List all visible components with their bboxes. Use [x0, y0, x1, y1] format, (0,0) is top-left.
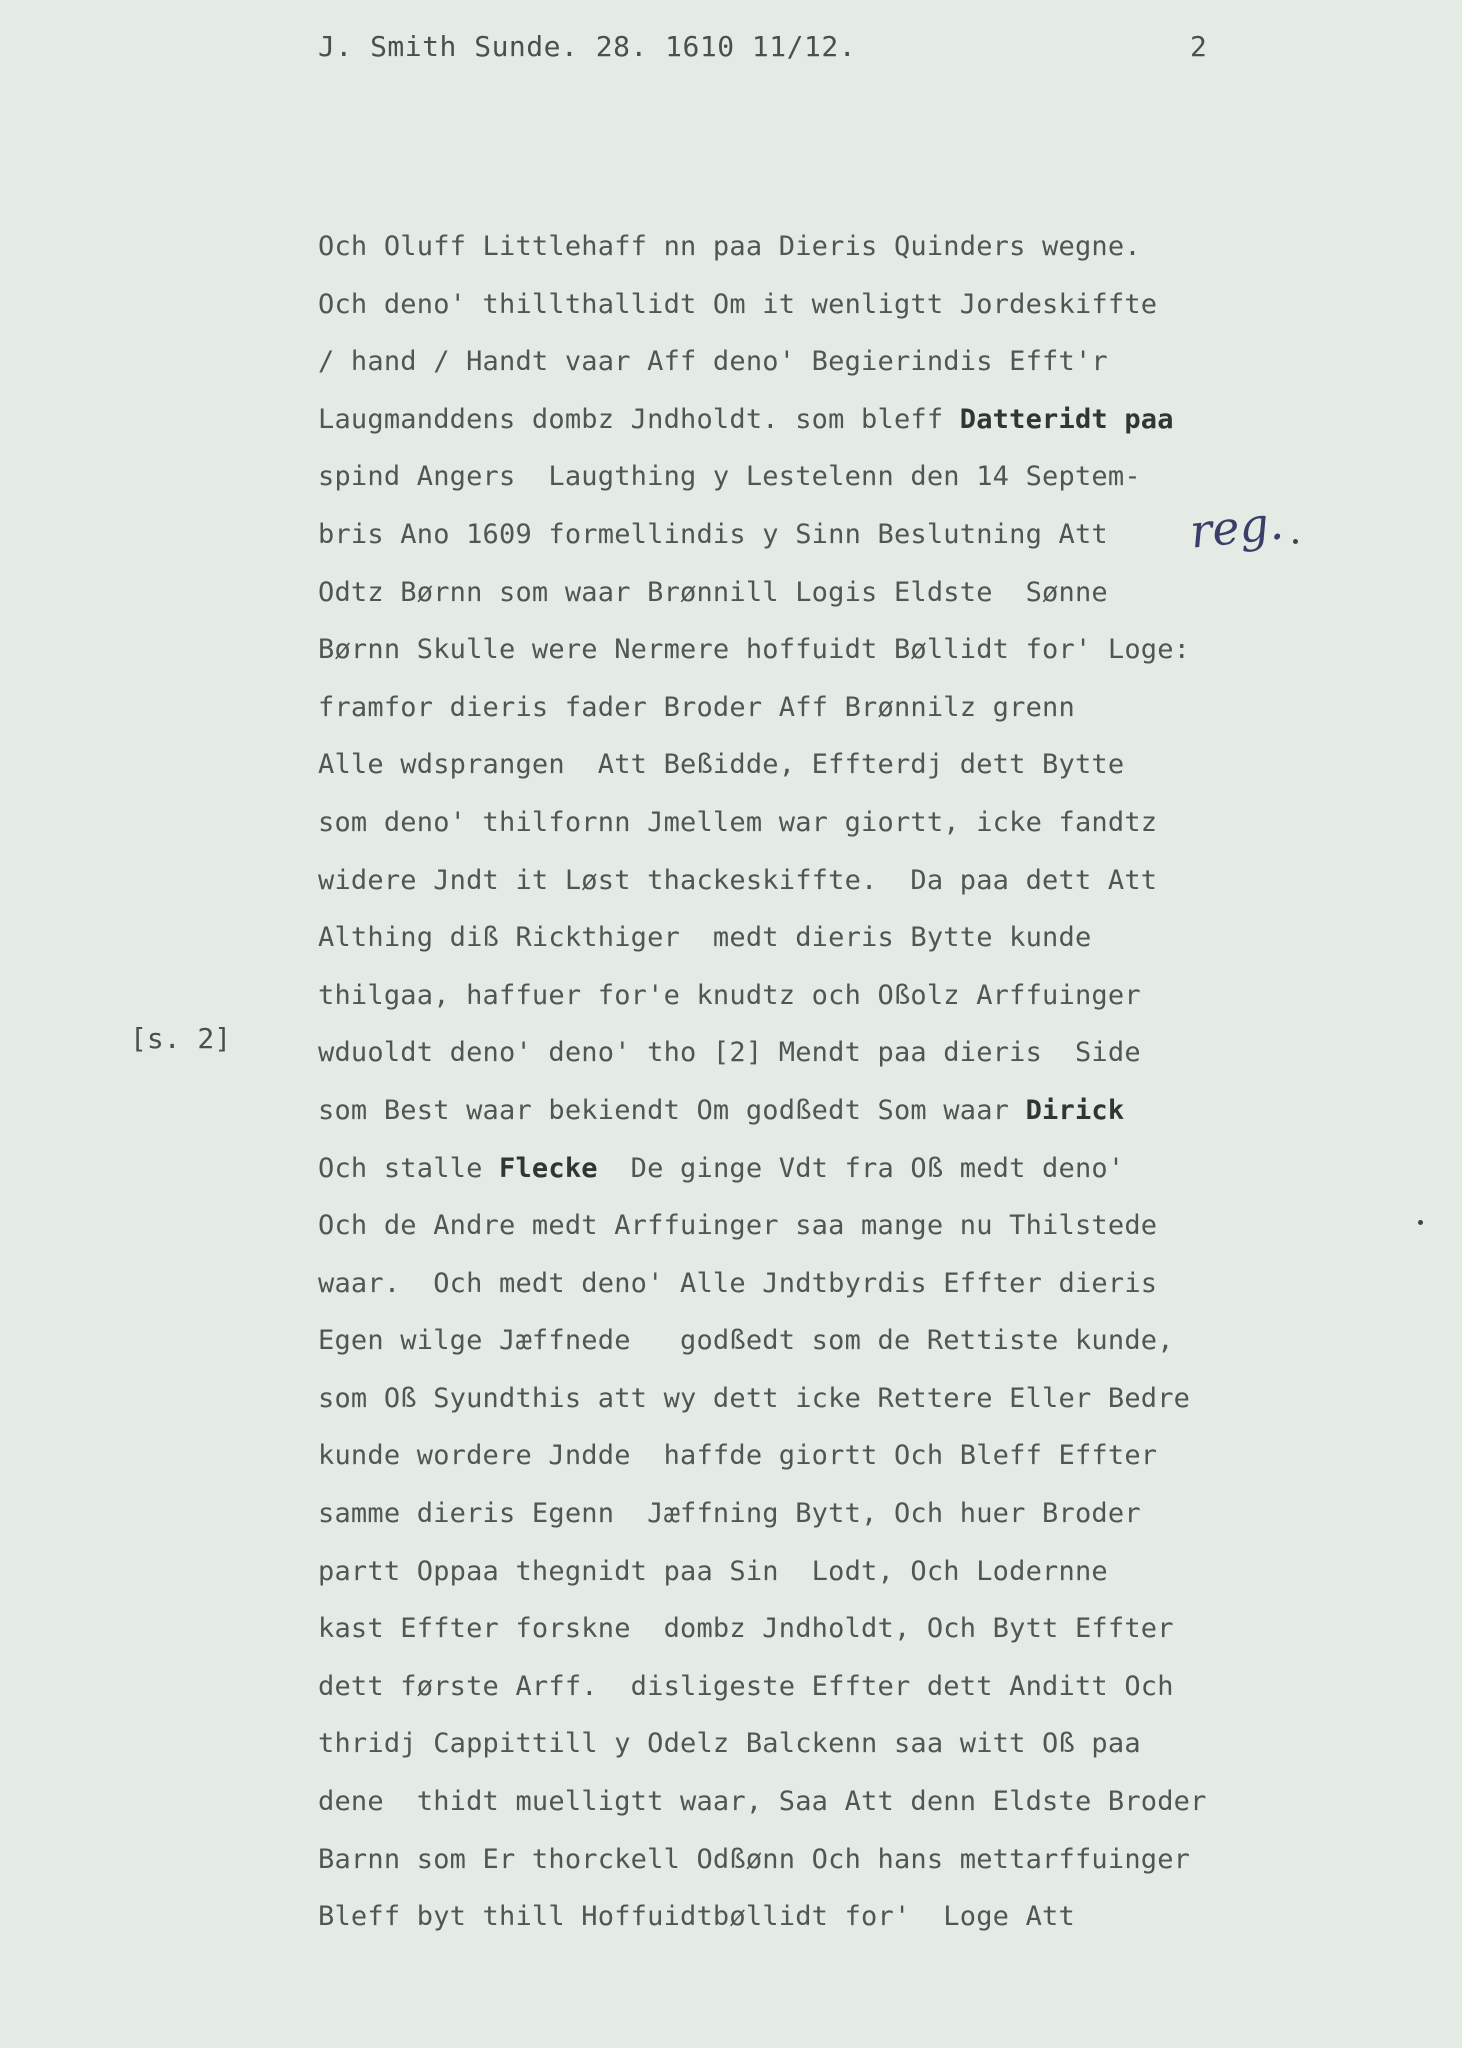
- text-line: [318, 1888, 1328, 1946]
- text-line: [318, 506, 1328, 564]
- text-segment: framfor dieris fader Broder Aff Brønnilz grenn: [318, 691, 1075, 723]
- text-segment: dene thidt muelligtt waar, Saa Att denn Eldste Broder: [318, 1786, 1207, 1818]
- text-segment: kast Effter forskne dombz Jndholdt, Och Bytt Effter: [318, 1613, 1174, 1645]
- text-line: [318, 333, 1328, 391]
- bold-text-segment: Dirick: [1025, 1094, 1125, 1126]
- text-line: [318, 1715, 1328, 1773]
- text-segment: Bleff byt thill Hoffuidtbøllidt for' Loge Att: [318, 1901, 1075, 1933]
- bold-text-segment: Datteridt paa: [959, 403, 1174, 435]
- text-line: [318, 621, 1328, 679]
- text-line: [318, 391, 1328, 449]
- text-segment: De ginge Vdt fra Oß medt deno': [597, 1152, 1125, 1184]
- text-line: [318, 1082, 1328, 1140]
- text-segment: Odtz Børnn som waar Brønnill Logis Eldste Sønne: [318, 576, 1108, 608]
- ink-dot: [1418, 1220, 1423, 1225]
- page-number: 2: [1190, 30, 1207, 63]
- text-line: [318, 1600, 1328, 1658]
- text-line: [318, 852, 1328, 910]
- text-line: [318, 1024, 1328, 1082]
- text-segment: som Best waar bekiendt Om godßedt Som waar: [318, 1094, 1026, 1126]
- text-segment: widere Jndt it Løst thackeskiffte. Da paa dett Att: [318, 864, 1158, 896]
- text-line: [318, 1658, 1328, 1716]
- text-line: [318, 1197, 1328, 1255]
- transcription-body: [318, 218, 1328, 1946]
- text-segment: waar. Och medt deno' Alle Jndtbyrdis Effter dieris: [318, 1267, 1158, 1299]
- text-segment: kunde wordere Jndde haffde giortt Och Bleff Effter: [318, 1440, 1158, 1472]
- text-segment: dett første Arff. disligeste Effter dett Anditt Och: [318, 1670, 1174, 1702]
- text-line: [318, 1255, 1328, 1313]
- text-segment: Laugmanddens dombz Jndholdt. som bleff: [318, 403, 960, 435]
- ink-dot: [1293, 539, 1298, 544]
- text-segment: som Oß Syundthis att wy dett icke Rettere Eller Bedre: [318, 1382, 1191, 1414]
- text-segment: spind Angers Laugthing y Lestelenn den 14 Septem-: [318, 461, 1141, 493]
- text-segment: wduoldt deno' deno' tho [2] Mendt paa dieris Side: [318, 1037, 1141, 1069]
- text-line: [318, 794, 1328, 852]
- text-segment: Och Oluff Littlehaff nn paa Dieris Quinders wegne.: [318, 231, 1141, 262]
- text-segment: som deno' thilfornn Jmellem war giortt, icke fandtz: [318, 806, 1158, 838]
- text-line: [318, 1312, 1328, 1370]
- text-line: [318, 1773, 1328, 1831]
- text-line: [318, 218, 1328, 276]
- text-line: [318, 1485, 1328, 1543]
- text-line: [318, 564, 1328, 622]
- text-segment: Egen wilge Jæffnede godßedt som de Rettiste kunde,: [318, 1325, 1174, 1357]
- text-line: [318, 679, 1328, 737]
- margin-page-marker: [s. 2]: [130, 1022, 232, 1055]
- text-segment: Althing diß Rickthiger medt dieris Bytte kunde: [318, 922, 1092, 954]
- text-line: [318, 1370, 1328, 1428]
- text-line: [318, 1427, 1328, 1485]
- text-segment: thilgaa, haffuer for'e knudtz och Oßolz Arffuinger: [318, 979, 1141, 1011]
- text-segment: Barnn som Er thorckell Odßønn Och hans mettarffuinger: [318, 1843, 1191, 1875]
- text-segment: thridj Cappittill y Odelz Balckenn saa witt Oß paa: [318, 1728, 1141, 1760]
- text-line: [318, 736, 1328, 794]
- text-segment: Och deno' thillthallidt Om it wenligtt Jordeskiffte: [318, 288, 1158, 320]
- text-line: [318, 1543, 1328, 1601]
- text-segment: bris Ano 1609 formellindis y Sinn Beslutning Att: [318, 518, 1108, 550]
- text-segment: Och de Andre medt Arffuinger saa mange nu Thilstede: [318, 1210, 1158, 1242]
- bold-text-segment: Flecke: [499, 1152, 598, 1184]
- text-line: [318, 967, 1328, 1025]
- text-segment: partt Oppaa thegnidt paa Sin Lodt, Och Lodernne: [318, 1555, 1108, 1587]
- text-segment: / hand / Handt vaar Aff deno' Begierindis Efft'r: [318, 346, 1108, 378]
- text-segment: Børnn Skulle were Nermere hoffuidt Bøllidt for' Loge:: [318, 634, 1191, 666]
- text-segment: Och stalle: [318, 1152, 500, 1184]
- text-line: [318, 1831, 1328, 1889]
- text-line: [318, 448, 1328, 506]
- text-line: [318, 276, 1328, 334]
- text-line: [318, 1140, 1328, 1198]
- text-segment: Alle wdsprangen Att Beßidde, Effterdj dett Bytte: [318, 749, 1125, 781]
- header-reference: J. Smith Sunde. 28. 1610 11/12.: [318, 30, 857, 63]
- handwritten-annotation: reg.: [1187, 495, 1286, 559]
- text-segment: samme dieris Egenn Jæffning Bytt, Och huer Broder: [318, 1498, 1141, 1530]
- text-line: [318, 909, 1328, 967]
